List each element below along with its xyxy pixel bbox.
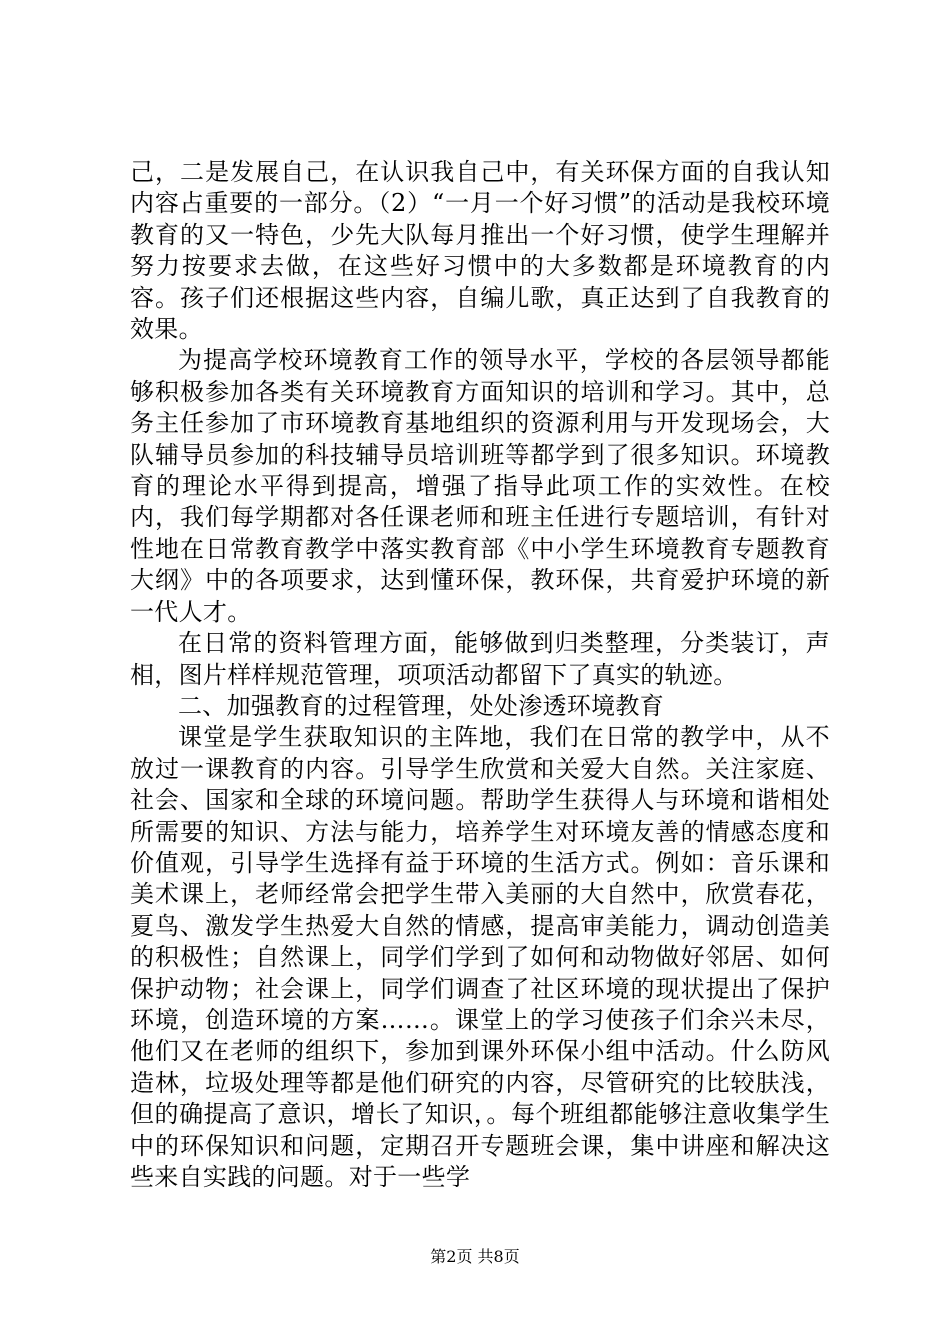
section-heading-process-management: 二、加强教育的过程管理，处处渗透环境教育 bbox=[178, 691, 664, 720]
document-body bbox=[130, 157, 830, 1193]
paragraph-leadership-training: 为提高学校环境教育工作的领导水平，学校的各层领导都能够积极参加各类有关环境教育方面知识的培训和学习。其中，总务主任参加了市环境教育基地组织的资源利用与开发现场会，大队辅导员参加的科技辅导员培训班等都学到了很多知识。环境教育的理论水平得到提高，增强了指导此项工作的实效性。在校内，我们每学期都对各任课老师和班主任进行专题培训，有针对性地在日常教育教学中落实教育部《中小学生环境教育专题教育大纲》中的各项要求，达到懂环保，教环保，共育爱护环境的新一代人才。 bbox=[130, 346, 830, 626]
paragraph-continuation: 己，二是发展自己，在认识我自己中，有关环保方面的自我认知内容占重要的一部分。（2）“一月一个好习惯”的活动是我校环境教育的又一特色，少先大队每月推出一个好习惯，使学生理解并努力按要求去做，在这些好习惯中的大多数都是环境教育的内容。孩子们还根据这些内容，自编儿歌，真正达到了自我教育的效果。 bbox=[130, 158, 830, 344]
page-number-footer: 第2页 共8页 bbox=[430, 1247, 520, 1266]
paragraph-records-management: 在日常的资料管理方面，能够做到归类整理，分类装订，声相，图片样样规范管理，项项活动都留下了真实的轨迹。 bbox=[130, 629, 830, 689]
paragraph-classroom-teaching: 课堂是学生获取知识的主阵地，我们在日常的教学中，从不放过一课教育的内容。引导学生欣赏和关爱大自然。关注家庭、社会、国家和全球的环境问题。帮助学生获得人与环境和谐相处所需要的知识、方法与能力，培养学生对环境友善的情感态度和价值观，引导学生选择有益于环境的生活方式。例如：音乐课和美术课上，老师经常会把学生带入美丽的大自然中，欣赏春花，夏鸟、激发学生热爱大自然的情感，提高审美能力，调动创造美的积极性；自然课上，同学们学到了如何和动物做好邻居、如何保护动物；社会课上，同学们调查了社区环境的现状提出了保护环境，创造环境的方案……。课堂上的学习使孩子们余兴未尽，他们又在老师的组织下，参加到课外环保小组中活动。什么防风造林，垃圾处理等都是他们研究的内容，尽管研究的比较肤浅，但的确提高了意识，增长了知识，。每个班组都能够注意收集学生中的环保知识和问题，定期召开专题班会课，集中讲座和解决这些来自实践的问题。对于一些学 bbox=[130, 723, 830, 1191]
